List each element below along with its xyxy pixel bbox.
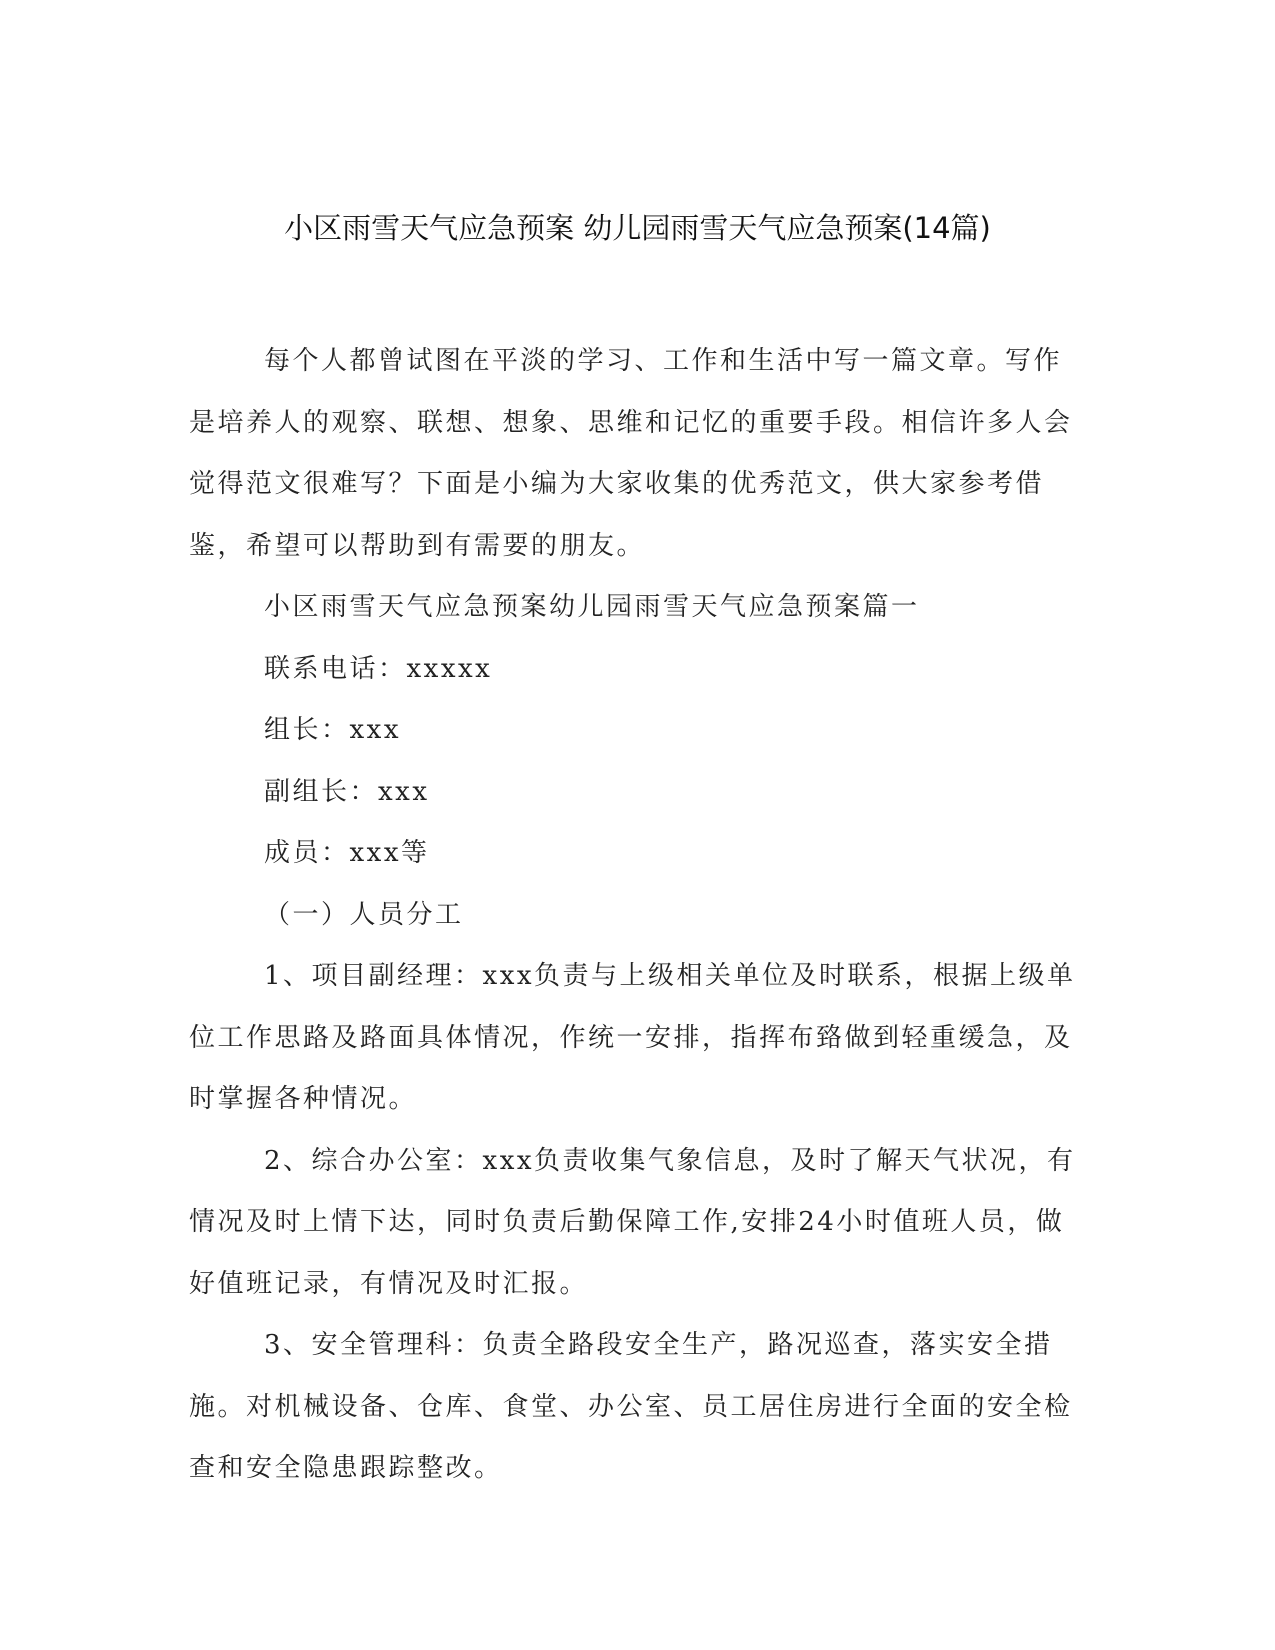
duty-paragraph-1: 1、项目副经理：xxx负责与上级相关单位及时联系，根据上级单位工作思路及路面具体情况，作统一安排，指挥布臵做到轻重缓急，及时掌握各种情况。 <box>189 961 1076 1114</box>
document-body <box>189 331 1081 1500</box>
subsection-heading: （一）人员分工 <box>264 899 464 930</box>
duty-paragraph-3: 3、安全管理科：负责全路段安全生产，路况巡查，落实安全措施。对机械设备、仓库、食堂、办公室、员工居住房进行全面的安全检查和安全隐患跟踪整改。 <box>189 1330 1073 1483</box>
document-title: 小区雨雪天气应急预案 幼儿园雨雪天气应急预案(14篇) <box>284 211 991 245</box>
team-leader-line: 组长：xxx <box>264 715 401 745</box>
duty-paragraph-2: 2、综合办公室：xxx负责收集气象信息，及时了解天气状况，有情况及时上情下达，同时负责后勤保障工作,安排24小时值班人员，做好值班记录，有情况及时汇报。 <box>189 1145 1076 1299</box>
intro-paragraph: 每个人都曾试图在平淡的学习、工作和生活中写一篇文章。写作是培养人的观察、联想、想象、思维和记忆的重要手段。相信许多人会觉得范文很难写？下面是小编为大家收集的优秀范文，供大家参考借鉴，希望可以帮助到有需要的朋友。 <box>189 346 1073 561</box>
contact-phone-line: 联系电话：xxxxx <box>264 653 493 684</box>
section-heading: 小区雨雪天气应急预案幼儿园雨雪天气应急预案篇一 <box>264 592 920 622</box>
deputy-leader-line: 副组长：xxx <box>264 776 430 807</box>
members-line: 成员：xxx等 <box>264 838 430 868</box>
